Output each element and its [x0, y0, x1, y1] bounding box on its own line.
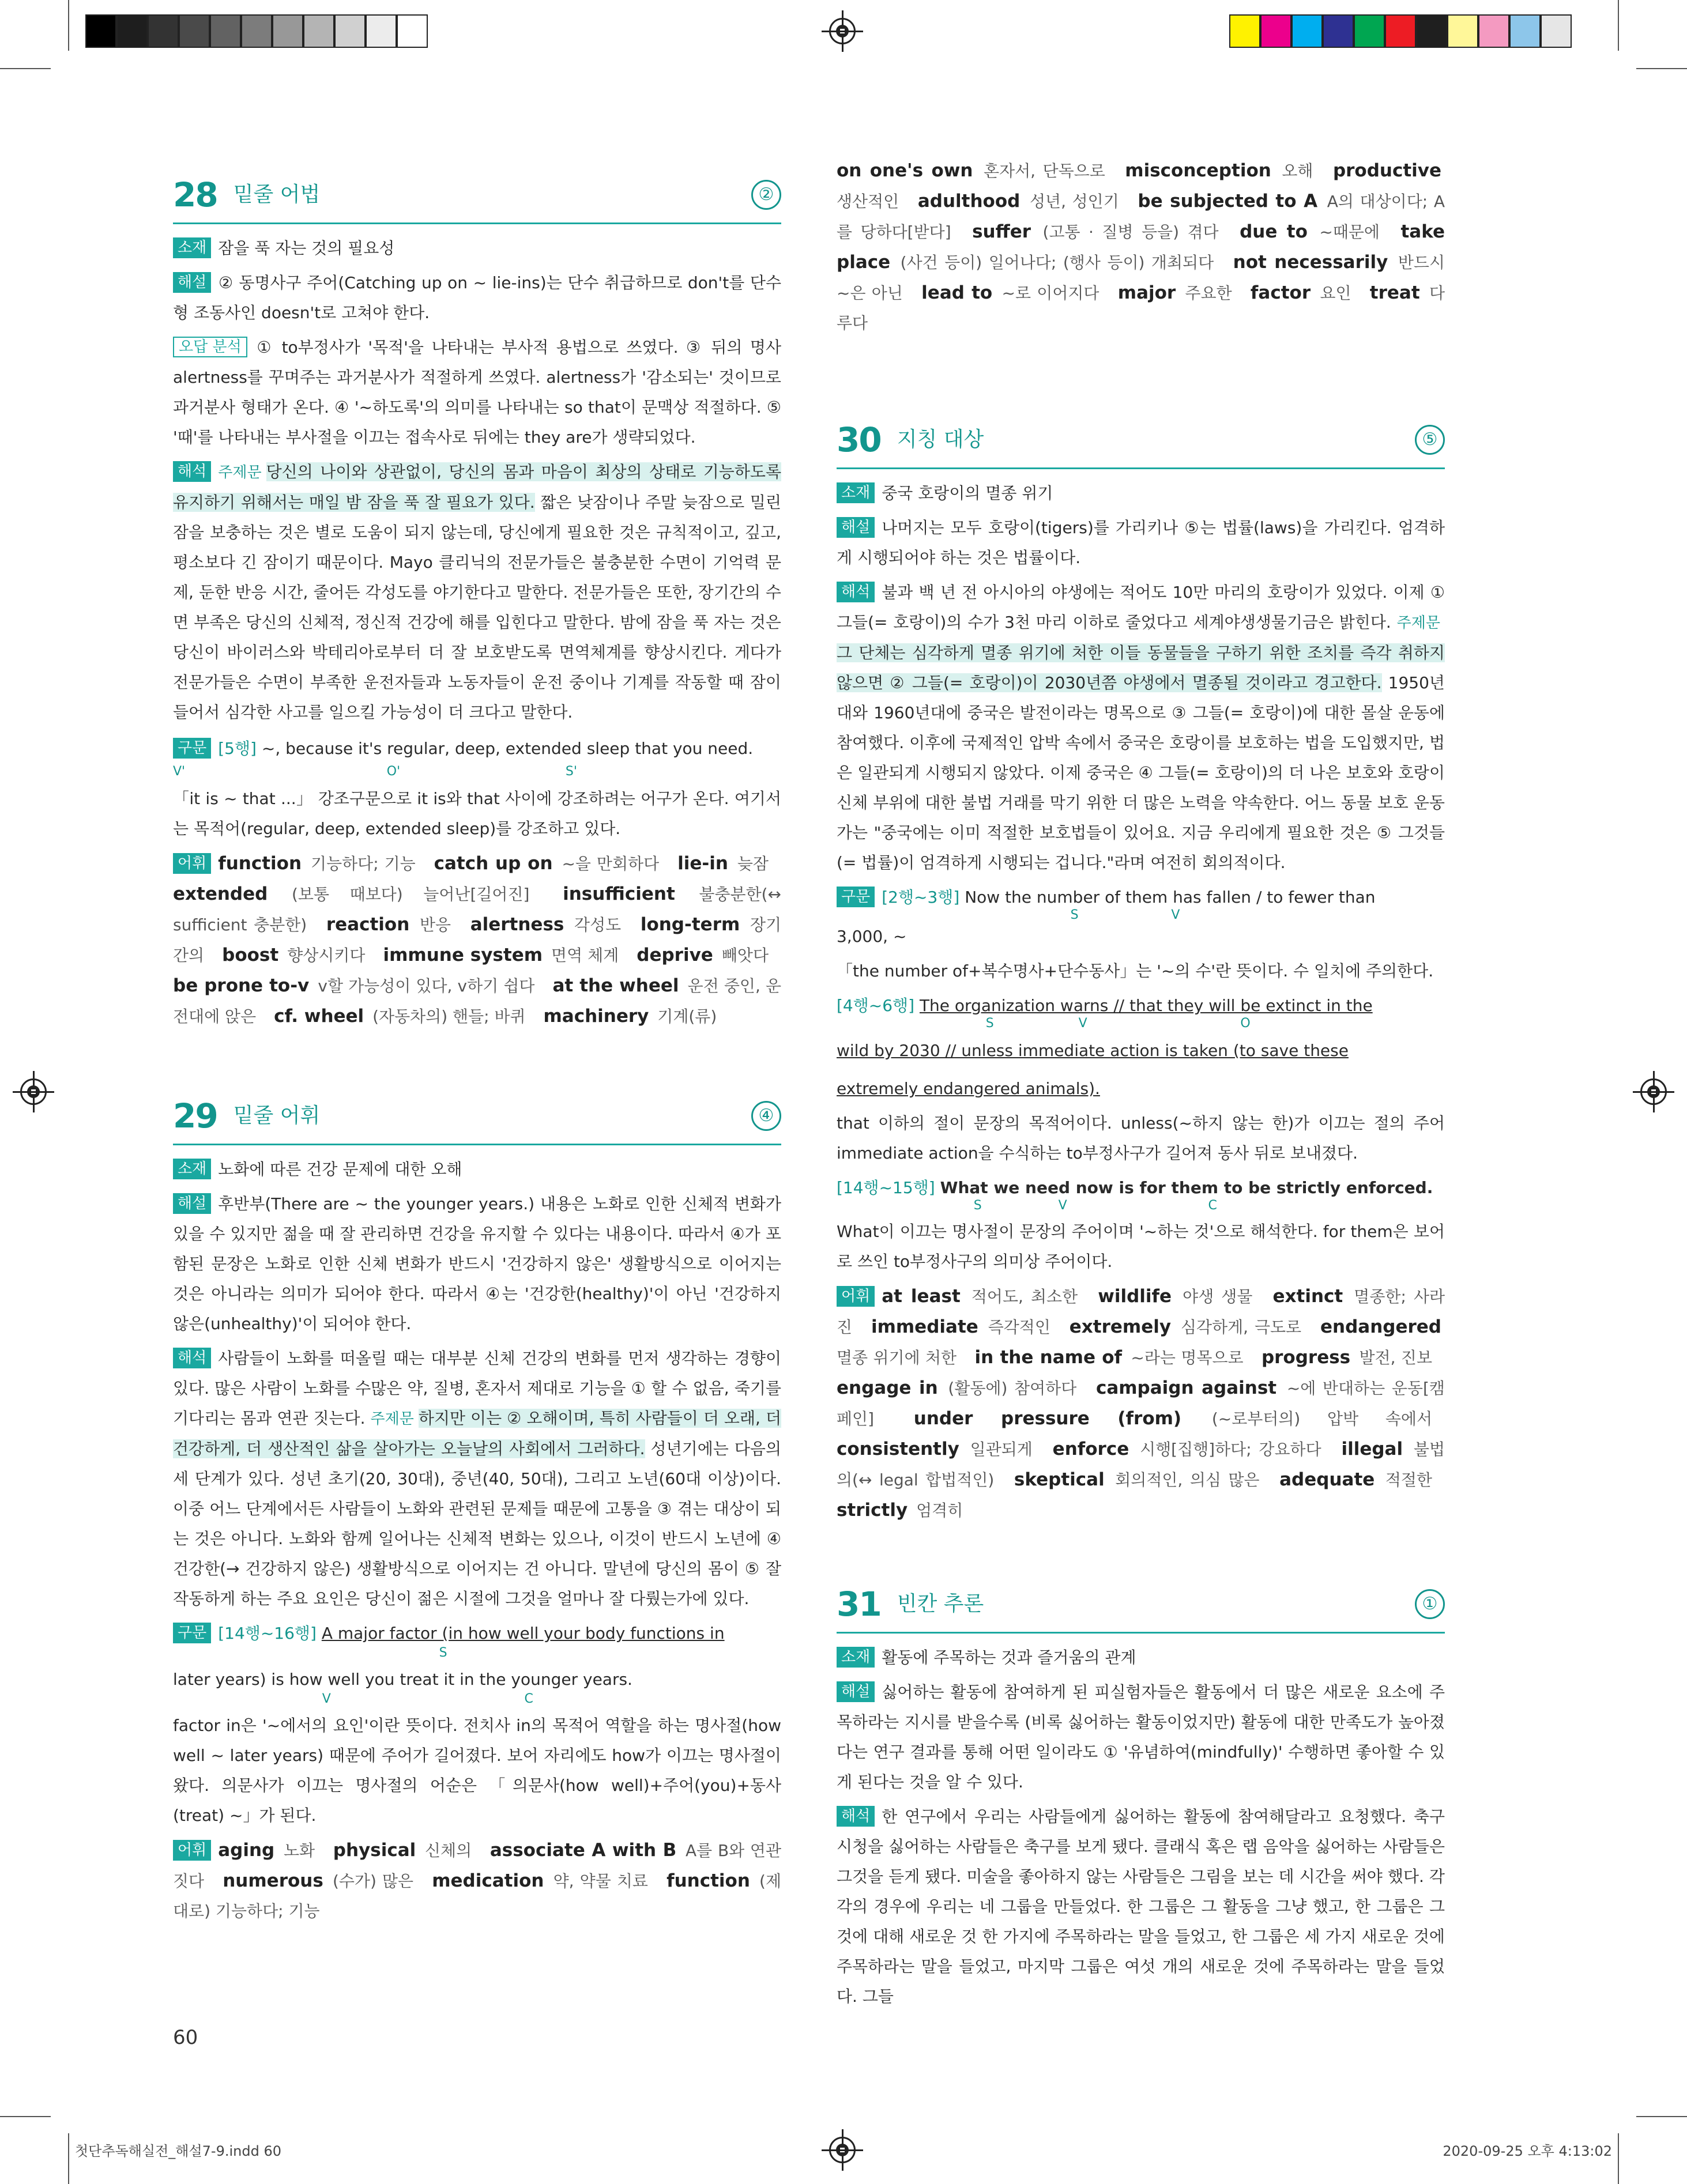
vocabulary-list-continued — [837, 156, 1445, 338]
syntax-note-1: 「the number of+복수명사+단수동사」는 '~의 수'란 뜻이다. 수 일치에 주의한다. — [837, 961, 1434, 980]
color-swatch — [116, 14, 148, 48]
syntax-marks: S V — [1070, 908, 1180, 922]
explanation-tag: 해설 — [173, 1193, 211, 1214]
vocab-meaning: ~을 만회하다 — [562, 854, 660, 873]
vocab-word: engage in — [837, 1378, 938, 1398]
vocab-meaning: 신체의 — [424, 1841, 472, 1860]
vocab-meaning: ~에 반대하는 운동[캠페인] — [837, 1379, 1445, 1428]
color-swatch — [1323, 14, 1354, 48]
syntax-sentence-line2: 3,000, ~ — [837, 927, 907, 946]
explanation: 해설 싫어하는 활동에 참여하게 된 피실험자들은 활동에서 더 많은 새로운 요소에 주목하라는 지시를 받을수록 (비록 싫어하는 활동이었지만) 활동에 대한 만족도가 높아졌다는 연구 결과를 통해 어떤 일이라도 ① '유념하여(mindfully)' 수행하면 좋아할 수 있게 된다는 것을 알 수 있다. — [837, 1683, 1445, 1791]
vocab-word: extended — [173, 884, 268, 904]
vocab-meaning: (수가) 많은 — [332, 1872, 414, 1891]
vocabulary-list — [173, 848, 781, 1032]
registration-mark-right — [1640, 1078, 1667, 1105]
syntax-marks: S V C — [973, 1198, 1217, 1213]
vocab-word: take place — [837, 221, 1445, 273]
vocab-meaning: 기능하다; 기능 — [311, 854, 416, 873]
vocab-meaning: v할 가능성이 있다, v하기 쉽다 — [318, 976, 535, 995]
color-swatch — [241, 14, 272, 48]
translation-tag: 해석 — [173, 461, 211, 482]
wrong-answer-tag: 오답 분석 — [173, 337, 247, 357]
section-number: 28 — [173, 175, 217, 214]
translation: 해석 주제문 당신의 나이와 상관없이, 당신의 몸과 마음이 최상의 상태로 기능하도록 유지하기 위해서는 매일 밤 잠을 푹 잘 필요가 있다. 짧은 낮잠이나 주말 늦잠으로 밀린 잠을 보충하는 것은 별로 도움이 되지 않는데, 당신에게 필요한 것은 규칙적이고, 깊고, 평소보다 긴 잠이기 때문이다. Mayo 클리닉의 전문가들은 불충분한 수면이 기억력 문제, 둔한 반응 시간, 줄어든 각성도를 야기한다고 말한다. 전문가들은 또한, 장기간의 수면 부족은 당신의 신체적, 정신적 건강에 해를 입힌다고 말한다. 밤에 잠을 푹 자는 것은 당신이 바이러스와 박테리아로부터 더 잘 보호받도록 면역체계를 향상시킨다. 게다가 전문가들은 수면이 부족한 운전자들과 노동자들이 운전 중이나 기계를 작동할 때 잠이 들어서 심각한 사고를 일으킬 가능성이 더 크다고 말한다. — [173, 462, 781, 722]
vocab-word: physical — [333, 1840, 416, 1861]
crop-mark — [0, 2116, 51, 2117]
syntax-sentence-line2: wild by 2030 // unless immediate action is taken (to save these — [837, 1041, 1349, 1060]
answer-badge: ⑤ — [1415, 425, 1445, 455]
syntax-marks: V C — [322, 1692, 533, 1706]
vocab-meaning: 노화 — [283, 1841, 315, 1860]
color-swatch — [148, 14, 179, 48]
vocab-word: skeptical — [1014, 1469, 1105, 1490]
vocab-meaning: 시행[집행]하다; 강요하다 — [1140, 1440, 1321, 1459]
vocab-meaning: 불법의(↔ legal 합법적인) — [837, 1440, 1445, 1489]
vocab-word: wildlife — [1098, 1286, 1172, 1307]
syntax-analysis: 구문 [5행] ~, because it's regular, deep, extended sleep that you need. — [173, 732, 781, 765]
vocab-word: insufficient — [563, 884, 675, 904]
vocab-word: extremely — [1069, 1317, 1172, 1337]
vocab-word: major — [1117, 282, 1176, 303]
vocab-word: progress — [1261, 1347, 1351, 1368]
vocab-meaning: ~로 이어지다 — [1001, 284, 1099, 303]
explanation: 해설 후반부(There are ~ the younger years.) 내용은 노화로 인한 신체적 변화가 있을 수 있지만 젊을 때 잘 관리하면 건강을 유지할 수 있다는 내용이다. 따라서 ④가 포함된 문장은 노화로 인한 신체 변화가 반드시 '건강하지 않은' 생활방식으로 이어지는 것은 아니라는 의미가 되어야 한다. 따라서 ④는 '건강한(healthy)'이 아닌 '건강하지 않은(unhealthy)'이 되어야 한다. — [173, 1194, 781, 1333]
section-number: 31 — [837, 1585, 881, 1624]
color-swatch — [1447, 14, 1478, 48]
color-swatch — [1478, 14, 1509, 48]
vocab-meaning: 야생 생물 — [1183, 1287, 1253, 1306]
vocabulary-list — [837, 1281, 1445, 1526]
vocab-word: treat — [1369, 282, 1420, 303]
vocab-word: not necessarily — [1233, 252, 1388, 273]
vocab-word: misconception — [1125, 160, 1271, 181]
vocab-meaning: 기계(류) — [657, 1007, 717, 1026]
section-number: 30 — [837, 420, 881, 459]
vocab-word: due to — [1240, 221, 1308, 242]
vocab-meaning: 회의적인, 의심 많은 — [1115, 1470, 1260, 1489]
vocab-word: enforce — [1052, 1439, 1129, 1459]
translation: 해석 한 연구에서 우리는 사람들에게 싫어하는 활동에 참여해달라고 요청했다. 축구 시청을 싫어하는 사람들은 축구를 보게 됐다. 클래식 혹은 랩 음악을 싫어하는 사람들은 그것을 듣게 됐다. 미술을 좋아하지 않는 사람들은 그림을 보는 데 시간을 써야 했다. 각각의 경우에 우리는 네 그룹을 만들었다. 한 그룹은 그 활동을 그냥 했고, 한 그룹은 그것에 대해 새로운 것 한 가지에 주목하라는 말을 들었고, 한 그룹은 세 가지 새로운 것에 주목하라는 말을 들었고, 마지막 그룹은 여섯 개의 새로운 것에 주목하라는 말을 들었다. 그들 — [837, 1807, 1445, 2006]
crop-mark — [1636, 2116, 1687, 2117]
vocab-meaning: (~로부터의) 압박 속에서 — [1211, 1409, 1432, 1428]
explanation-tag: 해설 — [837, 517, 875, 538]
vocab-word: at least — [882, 1286, 961, 1307]
color-swatch — [1416, 14, 1447, 48]
topic-sentence: 그 단체는 심각하게 멸종 위기에 처한 이들 동물들을 구하기 위한 조치를 즉각 취하지 않으면 ② 그들(= 호랑이)이 2030년쯤 야생에서 멸종될 것이라고 경고한다. — [837, 643, 1445, 692]
explanation: 해설 나머지는 모두 호랑이(tigers)를 가리키나 ⑤는 법률(laws)을 가리킨다. 엄격하게 시행되어야 하는 것은 법률이다. — [837, 518, 1445, 567]
syntax-note-2: that 이하의 절이 문장의 목적어이다. unless(~하지 않는 한)가 이끄는 절의 주어 immediate action을 수식하는 to부정사구가 길어져 동사 뒤로 보내졌다. — [837, 1114, 1445, 1163]
explanation-tag: 해설 — [173, 272, 211, 293]
crop-mark — [68, 2133, 69, 2184]
vocab-word: on one's own — [837, 160, 973, 181]
crop-mark — [1618, 0, 1619, 51]
registration-mark-top — [829, 18, 856, 44]
vocab-word: deprive — [637, 945, 713, 965]
left-column — [173, 167, 781, 1931]
vocab-meaning: 발전, 진보 — [1359, 1348, 1433, 1367]
subject-line: 소재 노화에 따른 건강 문제에 대한 오해 — [173, 1155, 781, 1185]
vocab-word: immediate — [871, 1317, 978, 1337]
vocab-meaning: 멸종한; 사라진 — [837, 1287, 1445, 1337]
vocab-meaning: 혼자서, 단독으로 — [984, 161, 1105, 180]
vocab-word: at the wheel — [552, 975, 679, 996]
vocab-word: catch up on — [434, 853, 553, 874]
section-28-header — [173, 167, 781, 224]
vocab-meaning: 장기간의 — [173, 915, 782, 965]
vocab-meaning: 생산적인 — [837, 192, 899, 211]
syntax-note: factor in은 '~에서의 요인'이란 뜻이다. 전치사 in의 목적어 역할을 하는 명사절(how well ~ later years) 때문에 주어가 길어졌다. 보어 자리에도 how가 이끄는 명사절이 왔다. 의문사가 이끄는 명사절의 어순은 「의문사(how well)+주어(you)+동사(treat) ~」가 된다. — [173, 1716, 781, 1825]
topic-sentence-label: 주제문 — [218, 464, 262, 481]
color-swatch — [272, 14, 303, 48]
vocab-word: extinct — [1272, 1286, 1343, 1307]
vocab-word: strictly — [837, 1500, 908, 1521]
vocab-meaning: (제대로) 기능하다; 기능 — [173, 1872, 782, 1921]
color-swatch — [1291, 14, 1323, 48]
wrong-answer-analysis: 오답 분석 ① to부정사가 '목적'을 나타내는 부사적 용법으로 쓰였다. ③ 뒤의 명사 alertness를 꾸며주는 과거분사가 적절하게 쓰였다. alertness가 '감소되는' 것이므로 과거분사 형태가 온다. ④ '~하도록'의 의미를 나타내는 so that이 문맥상 적절하다. ⑤ '때'를 나타내는 부사절을 이끄는 접속사로 뒤에는 they are가 생략되었다. — [173, 338, 781, 447]
answer-badge: ④ — [751, 1101, 781, 1131]
vocab-word: reaction — [326, 914, 410, 935]
crop-mark — [0, 68, 51, 69]
vocab-word: in the name of — [974, 1347, 1123, 1368]
translation: 해석 불과 백 년 전 아시아의 야생에는 적어도 10만 마리의 호랑이가 있었다. 이제 ① 그들(= 호랑이)의 수가 3천 마리 이하로 줄었다고 세계야생생물기금은 밝힌다. 주제문그 단체는 심각하게 멸종 위기에 처한 이들 동물들을 구하기 위한 조치를 즉각 취하지 않으면 ② 그들(= 호랑이)이 2030년쯤 야생에서 멸종될 것이라고 경고한다. 1950년대와 1960년대에 중국은 발전이라는 명목으로 ③ 그들(= 호랑이)에 대한 몰살 운동에 참여했다. 이후에 국제적인 압박 속에서 중국은 호랑이를 보호하는 법을 도입했지만, 법은 일관되게 시행되지 않았다. 이제 중국은 ④ 그들(= 호랑이)의 더 나은 보호와 호랑이 신체 부위에 대한 불법 거래를 막기 위한 더 많은 노력을 약속한다. 어느 동물 보호 운동가는 "중국에는 이미 적절한 보호법들이 있어요. 지금 우리에게 필요한 것은 ⑤ 그것들(= 법률)이 엄격하게 시행되는 겁니다."라며 여전히 회의적이다. — [837, 583, 1445, 872]
vocab-meaning: 빼앗다 — [721, 946, 769, 965]
syntax-marks: S — [439, 1646, 447, 1660]
topic-sentence: 당신의 나이와 상관없이, 당신의 몸과 마음이 최상의 상태로 기능하도록 유지하기 위해서는 매일 밤 잠을 푹 잘 필요가 있다. — [173, 462, 781, 512]
color-swatch — [334, 14, 366, 48]
color-swatch — [210, 14, 241, 48]
vocab-meaning: 약, 약물 치료 — [553, 1872, 648, 1891]
explanation-tag: 해설 — [837, 1681, 875, 1702]
color-swatch — [1509, 14, 1541, 48]
syntax-marks: S V O — [985, 1016, 1251, 1031]
vocab-word: function — [218, 853, 302, 874]
syntax-analysis-2: [4행~6행] The organization warns // that they will be extinct in the — [837, 996, 1373, 1015]
syntax-marks: V' O' S' — [173, 764, 577, 779]
color-swatch — [1385, 14, 1416, 48]
color-swatch — [179, 14, 210, 48]
vocab-word: campaign against — [1095, 1378, 1277, 1398]
vocab-meaning: ~때문에 — [1319, 222, 1380, 242]
syntax-tag: 구문 — [837, 887, 875, 907]
syntax-tag: 구문 — [173, 1623, 211, 1643]
syntax-sentence-line2: later years) is how well you treat it in the younger years. — [173, 1670, 632, 1689]
syntax-analysis-1: 구문 [2행~3행] Now the number of them has fallen / to fewer than — [837, 882, 1445, 912]
vocab-meaning: 멸종 위기에 처한 — [837, 1348, 957, 1367]
translation-tag: 해석 — [173, 1348, 211, 1368]
vocab-meaning: A를 B와 연관 짓다 — [173, 1841, 782, 1891]
vocab-word: cf. wheel — [274, 1006, 364, 1027]
vocab-meaning: 즉각적인 — [988, 1318, 1050, 1337]
section-title: 빈칸 추론 — [897, 1592, 984, 1616]
registration-mark-left — [20, 1078, 47, 1105]
section-title: 밑줄 어법 — [233, 183, 321, 206]
vocab-meaning: 면역 체계 — [551, 946, 619, 965]
vocab-word: illegal — [1341, 1439, 1403, 1459]
topic-sentence-label: 주제문 — [370, 1410, 414, 1428]
vocab-meaning: 반드시 ~은 아닌 — [837, 253, 1445, 303]
vocab-word: machinery — [543, 1006, 649, 1027]
crop-mark — [1618, 2133, 1619, 2184]
page-number: 60 — [173, 2026, 198, 2049]
vocab-meaning: 성년, 성인기 — [1029, 192, 1119, 211]
vocab-meaning: 각성도 — [574, 915, 622, 934]
section-31-header — [837, 1576, 1445, 1634]
vocab-meaning: (활동에) 참여하다 — [948, 1379, 1077, 1398]
subject-tag: 소재 — [837, 482, 875, 503]
vocab-meaning: (사건 등이) 일어나다; (행사 등이) 개최되다 — [900, 253, 1214, 272]
right-column — [837, 156, 1445, 2016]
topic-sentence-label: 주제문 — [1396, 614, 1440, 632]
vocab-word: productive — [1332, 160, 1442, 181]
vocab-word: be prone to-v — [173, 975, 310, 996]
vocab-word: aging — [218, 1840, 275, 1861]
vocab-word: associate A with B — [489, 1840, 677, 1861]
vocab-word: numerous — [223, 1870, 323, 1891]
vocab-meaning: (자동차의) 핸들; 바퀴 — [372, 1007, 526, 1026]
vocab-word: adulthood — [917, 191, 1021, 212]
vocab-meaning: 적어도, 최소한 — [971, 1287, 1078, 1306]
vocab-word: under pressure (from) — [913, 1408, 1182, 1429]
syntax-sentence: ~, because it's regular, deep, extended sleep that you need. — [261, 739, 754, 758]
translation-tag: 해석 — [837, 1806, 875, 1827]
section-title: 밑줄 어휘 — [233, 1104, 321, 1127]
vocabulary-tag: 어휘 — [837, 1286, 875, 1307]
subject-tag: 소재 — [173, 1159, 211, 1179]
vocab-meaning: 향상시키다 — [287, 946, 366, 965]
color-swatch — [1260, 14, 1291, 48]
subject-line: 소재 중국 호랑이의 멸종 위기 — [837, 478, 1445, 508]
syntax-analysis-3: [14행~15행] What we need now is for them to be strictly enforced. — [837, 1178, 1433, 1197]
vocab-word: lie-in — [677, 853, 728, 874]
color-swatch — [397, 14, 428, 48]
subject-tag: 소재 — [837, 1647, 875, 1668]
color-swatch — [303, 14, 334, 48]
translation: 해석 사람들이 노화를 떠올릴 때는 대부분 신체 건강의 변화를 먼저 생각하는 경향이 있다. 많은 사람이 노화를 수많은 약, 질병, 혼자서 제대로 기능을 ① 할 수 없음, 죽기를 기다리는 몸과 연관 짓는다. 주제문 하지만 이는 ② 오해이며, 특히 사람들이 더 오래, 더 건강하게, 더 생산적인 삶을 살아가는 오늘날의 사회에서 그러하다. 성년기에는 다음의 세 단계가 있다. 성년 초기(20, 30대), 중년(40, 50대), 그리고 노년(60대 이상)이다. 이중 어느 단계에서든 사람들이 노화와 관련된 문제들 때문에 고통을 ③ 겪는 대상이 되는 것은 아니다. 노화와 함께 일어나는 신체적 변화는 있으나, 이것이 반드시 노년에 ④ 건강한(→ 건강하지 않은) 생활방식으로 이어지는 건 아니다. 말년에 당신의 몸이 ⑤ 잘 작동하게 하는 주요 요인은 당신이 젊은 시절에 그것을 얼마나 잘 다뤘는가에 있다. — [173, 1349, 781, 1608]
translation-tag: 해석 — [837, 582, 875, 602]
vocab-meaning: 다루다 — [837, 284, 1445, 333]
vocab-word: immune system — [383, 945, 543, 965]
vocab-meaning: 적절한 — [1385, 1470, 1432, 1489]
color-swatch — [1354, 14, 1385, 48]
vocab-word: medication — [432, 1870, 544, 1891]
vocab-word: boost — [222, 945, 279, 965]
color-swatch — [366, 14, 397, 48]
file-slug: 첫단추독해실전_해설7-9.indd 60 — [75, 2143, 281, 2159]
vocab-word: long-term — [640, 914, 740, 935]
vocab-word: endangered — [1320, 1317, 1441, 1337]
vocabulary-list — [173, 1835, 781, 1926]
vocab-word: suffer — [972, 221, 1031, 242]
vocab-meaning: 오해 — [1282, 161, 1313, 180]
vocab-word: be subjected to A — [1138, 191, 1318, 212]
section-30-header — [837, 412, 1445, 469]
section-29-header — [173, 1088, 781, 1145]
vocab-meaning: 늦잠 — [737, 854, 769, 873]
vocab-meaning: 반응 — [419, 915, 451, 934]
vocab-word: factor — [1250, 282, 1311, 303]
section-number: 29 — [173, 1096, 217, 1136]
vocabulary-tag: 어휘 — [173, 1840, 211, 1861]
answer-badge: ① — [1415, 1589, 1445, 1619]
syntax-note-3: What이 이끄는 명사절이 문장의 주어이며 '~하는 것'으로 해석한다. for them은 보어로 쓰인 to부정사구의 의미상 주어이다. — [837, 1222, 1445, 1271]
color-swatch — [1229, 14, 1260, 48]
date-slug: 2020-09-25 오후 4:13:02 — [1443, 2143, 1612, 2159]
vocab-meaning: ~라는 명목으로 — [1131, 1348, 1244, 1367]
vocab-meaning: (보통 때보다) 늘어난[길어진] — [291, 885, 530, 904]
vocab-meaning: 운전 중인, 운전대에 앉은 — [173, 976, 781, 1026]
section-title: 지칭 대상 — [897, 428, 984, 451]
syntax-tag: 구문 — [173, 738, 211, 759]
subject-line: 소재 활동에 주목하는 것과 즐거움의 관계 — [837, 1643, 1445, 1673]
vocab-word: lead to — [921, 282, 993, 303]
answer-badge: ② — [751, 180, 781, 210]
subject-tag: 소재 — [173, 237, 211, 258]
vocab-meaning: (고통 · 질병 등을) 겪다 — [1042, 222, 1219, 242]
syntax-sentence-line3: extremely endangered animals). — [837, 1079, 1100, 1098]
explanation: 해설 ② 동명사구 주어(Catching up on ~ lie-ins)는 단수 취급하므로 don't를 단수형 조동사인 doesn't로 고쳐야 한다. — [173, 273, 781, 322]
subject-line: 소재 잠을 푹 자는 것의 필요성 — [173, 233, 781, 263]
crop-mark — [1636, 68, 1687, 69]
vocab-word: consistently — [837, 1439, 959, 1459]
vocab-meaning: 요인 — [1320, 284, 1351, 303]
vocab-meaning: 엄격히 — [916, 1501, 963, 1520]
vocab-meaning: 일관되게 — [970, 1440, 1033, 1459]
vocab-meaning: A의 대상이다; A를 당하다[받다] — [837, 192, 1445, 242]
syntax-analysis: 구문 [14행~16행] A major factor (in how well your body functions in — [173, 1619, 781, 1649]
syntax-note: 「it is ~ that ...」 강조구문으로 it is와 that 사이에 강조하려는 어구가 온다. 여기서는 목적어(regular, deep, extended sleep)를 강조하고 있다. — [173, 789, 781, 838]
vocab-meaning: 심각하게, 극도로 — [1180, 1318, 1302, 1337]
vocab-word: alertness — [470, 914, 564, 935]
color-swatch — [85, 14, 116, 48]
color-swatch — [1541, 14, 1572, 48]
crop-mark — [68, 0, 69, 51]
topic-sentence: 하지만 이는 ② 오해이며, 특히 사람들이 더 오래, 더 건강하게, 더 생산적인 삶을 살아가는 오늘날의 사회에서 그러하다. — [173, 1409, 781, 1458]
vocab-word: function — [666, 1870, 750, 1891]
vocabulary-tag: 어휘 — [173, 853, 211, 874]
registration-mark-bottom — [829, 2137, 856, 2163]
vocab-meaning: 불충분한(↔ sufficient 충분한) — [173, 885, 781, 934]
vocab-word: adequate — [1279, 1469, 1375, 1490]
vocab-meaning: 주요한 — [1185, 284, 1232, 303]
